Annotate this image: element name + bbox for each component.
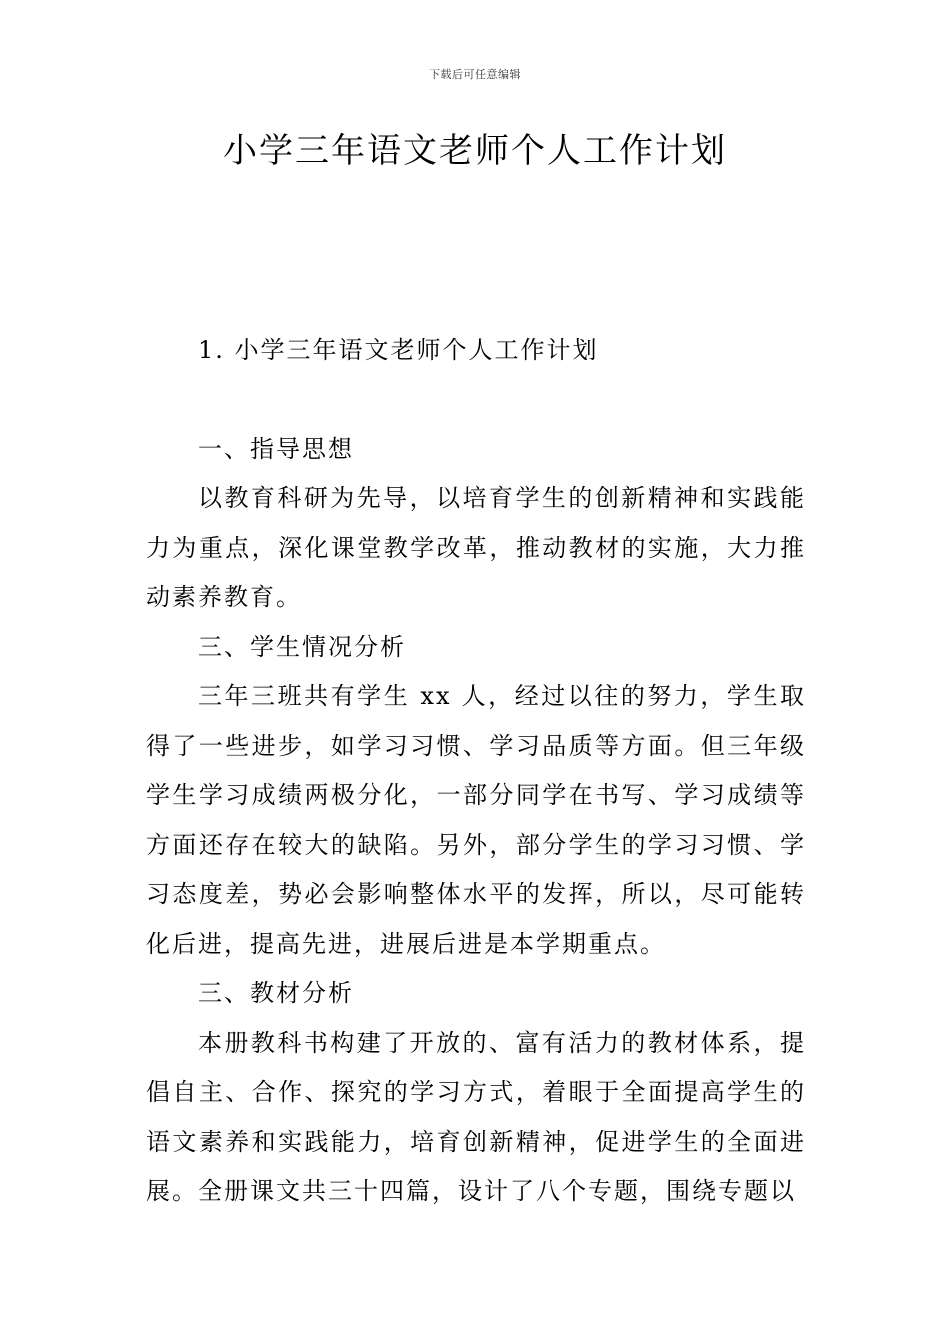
- section-heading-guiding-thought: 一、指导思想: [198, 434, 354, 463]
- section-paragraph-guiding-thought: 以教育科研为先导，以培育学生的创新精神和实践能力为重点，深化课堂教学改革，推动教材的实施，大力推动素养教育。: [146, 484, 806, 611]
- section-paragraph-textbook-analysis: 本册教科书构建了开放的、富有活力的教材体系，提倡自主、合作、探究的学习方式，着眼于全面提高学生的语文素养和实践能力，培育创新精神，促进学生的全面进展。全册课文共三十四篇，设计了八个专题，围绕专题以: [146, 1028, 806, 1205]
- header-note: 下载后可任意编辑: [429, 68, 521, 81]
- section-paragraph-student-analysis: 三年三班共有学生 xx 人，经过以往的努力，学生取得了一些进步，如学习习惯、学习品质等方面。但三年级学生学习成绩两极分化，一部分同学在书写、学习成绩等方面还存在较大的缺陷。另外，部分学生的学习习惯、学习态度差，势必会影响整体水平的发挥，所以，尽可能转化后进，提高先进，进展后进是本学期重点。: [146, 682, 806, 958]
- document-body: [146, 326, 806, 1217]
- section-heading-student-analysis: 三、学生情况分析: [198, 632, 406, 661]
- section-heading-textbook-analysis: 三、教材分析: [198, 979, 354, 1007]
- document-title: 小学三年语文老师个人工作计划: [223, 131, 727, 171]
- document-subtitle: 1. 小学三年语文老师个人工作计划: [198, 336, 599, 364]
